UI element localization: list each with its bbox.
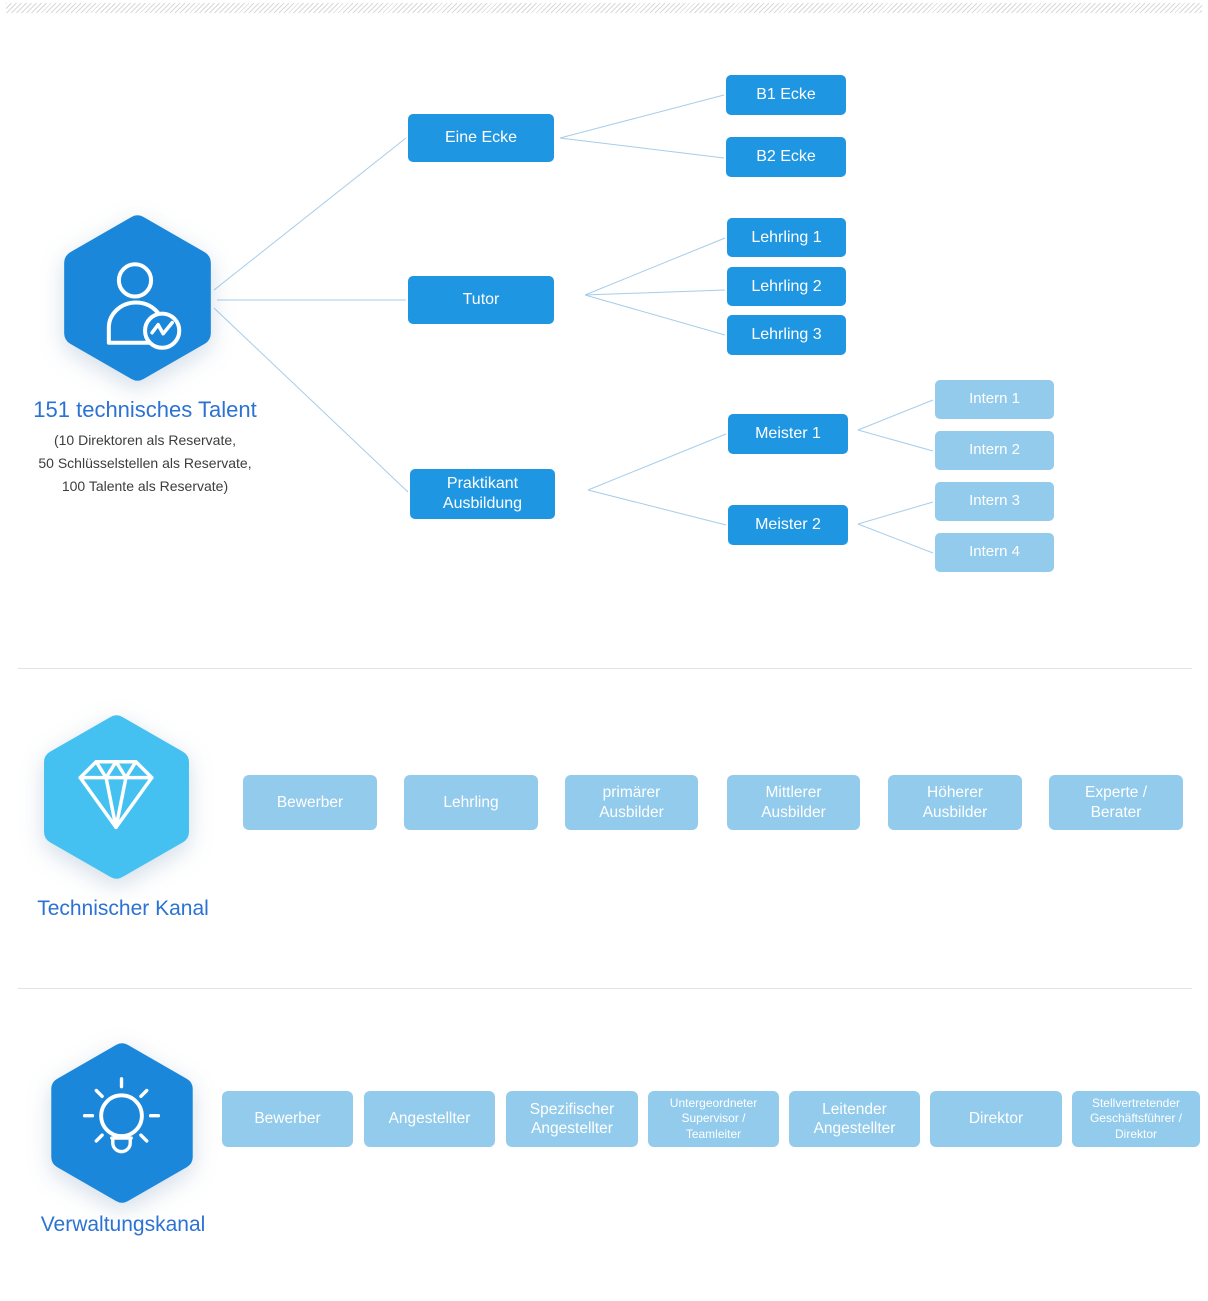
section-divider-1 [18,668,1192,669]
tech-stage-lehrling: Lehrling [404,775,538,830]
technical-channel-label: Technischer Kanal [37,897,209,920]
tech-stage-hoeherer-ausbilder: Höherer Ausbilder [888,775,1022,830]
node-intern-1: Intern 1 [935,380,1054,419]
admin-stage-spezifischer-angestellter: Spezifischer Angestellter [506,1091,638,1147]
admin-stage-stellvertretender-geschaeftsfuehrer: Stellvertretender Geschäftsführer / Direktor [1072,1091,1200,1147]
node-eine-ecke: Eine Ecke [408,114,554,162]
node-intern-4: Intern 4 [935,533,1054,572]
admin-stage-leitender-angestellter: Leitender Angestellter [789,1091,920,1147]
admin-stage-untergeordneter-supervisor: Untergeordneter Supervisor / Teamleiter [648,1091,779,1147]
node-meister-1: Meister 1 [728,414,848,454]
node-lehrling-2: Lehrling 2 [727,267,846,306]
admin-stage-bewerber: Bewerber [222,1091,353,1147]
talent-hexagon [64,214,211,382]
node-lehrling-1: Lehrling 1 [727,218,846,257]
tech-stage-experte-berater: Experte / Berater [1049,775,1183,830]
node-praktikant-ausbildung: Praktikant Ausbildung [410,469,555,519]
tech-stage-bewerber: Bewerber [243,775,377,830]
node-b1-ecke: B1 Ecke [726,75,846,115]
tech-stage-primaerer-ausbilder: primärer Ausbilder [565,775,698,830]
admin-channel-label: Verwaltungskanal [40,1213,206,1236]
talent-subtitle-line-2: 50 Schlüsselstellen als Reservate, [38,455,252,471]
admin-channel-hexagon [49,1042,195,1204]
node-lehrling-3: Lehrling 3 [727,315,846,355]
admin-stage-angestellter: Angestellter [364,1091,495,1147]
node-intern-3: Intern 3 [935,482,1054,521]
node-tutor: Tutor [408,276,554,324]
talent-subtitle-line-3: 100 Talente als Reservate) [61,478,229,494]
section-divider-2 [18,988,1192,989]
talent-title: 151 technisches Talent [33,397,257,422]
talent-subtitle-line-1: (10 Direktoren als Reservate, [53,432,237,448]
tech-stage-mittlerer-ausbilder: Mittlerer Ausbilder [727,775,860,830]
technical-channel-hexagon [44,714,189,880]
admin-stage-direktor: Direktor [930,1091,1062,1147]
talent-subtitle [5,429,285,498]
node-intern-2: Intern 2 [935,431,1054,470]
node-b2-ecke: B2 Ecke [726,137,846,177]
node-meister-2: Meister 2 [728,505,848,545]
